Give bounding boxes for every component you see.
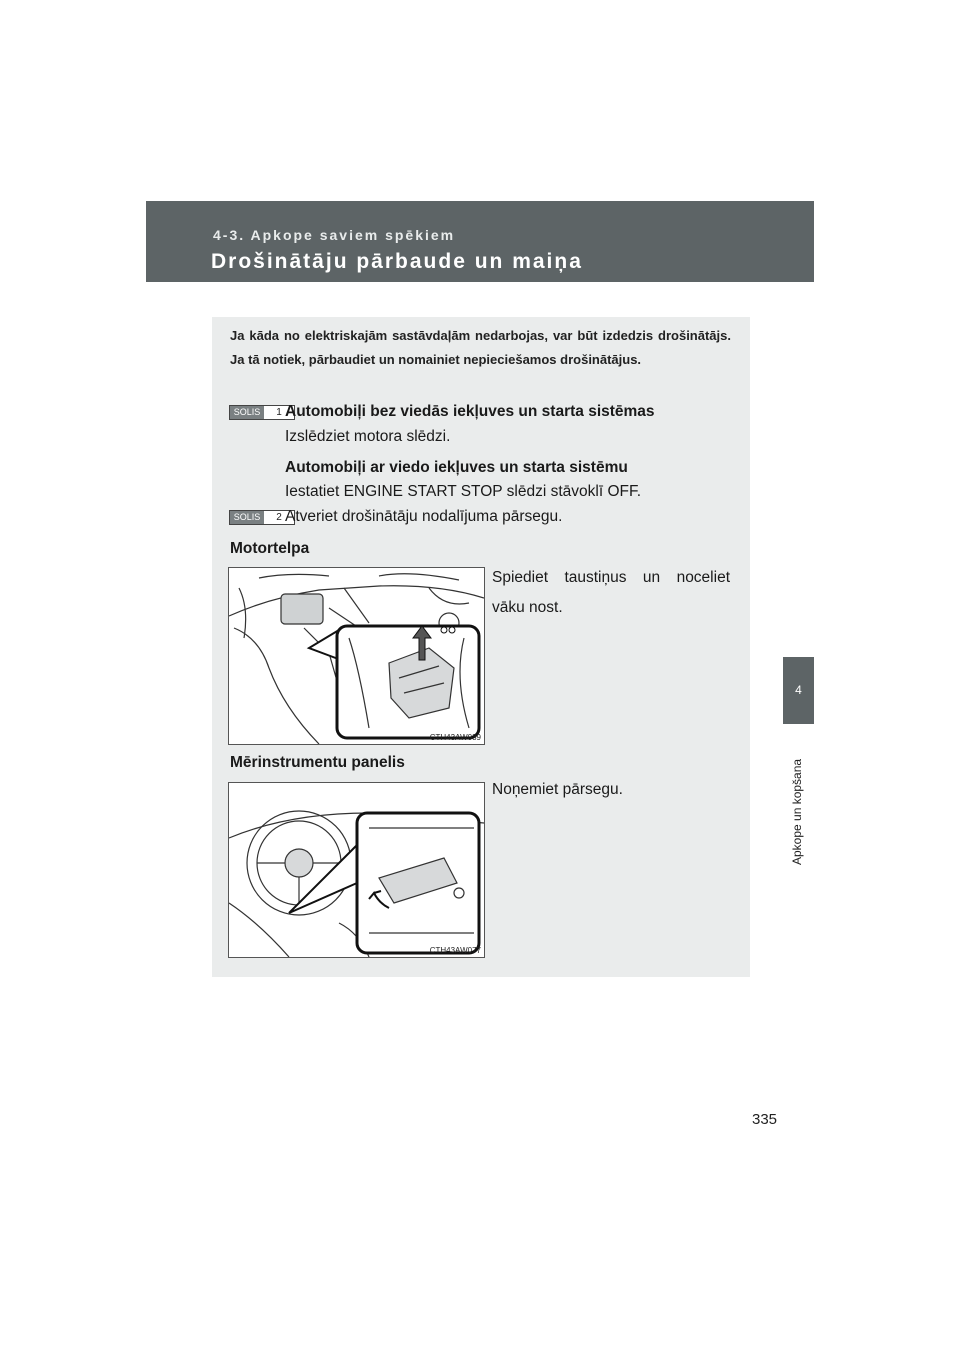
chapter-title: Apkope un kopšana [790, 758, 804, 865]
instrument-panel-fuse-cover-illustration [228, 782, 485, 958]
engine-bay-drawing [229, 568, 484, 744]
step-2-text: Atveriet drošinātāju nodalījuma pārsegu. [285, 508, 563, 525]
step-1-text-b: Iestatiet ENGINE START STOP slēdzi stāvoklī OFF. [285, 483, 642, 500]
step-badge-word: SOLIS [230, 511, 264, 524]
section-heading-instrument-panel: Mērinstrumentu panelis [230, 754, 405, 771]
page-title: Drošinātāju pārbaude un maiņa [211, 250, 583, 273]
figure-code: CTH43AW039 [429, 733, 481, 742]
engine-fuse-box-illustration [228, 567, 485, 745]
section-instruction-engine: Spiediet taustiņus un noceliet vāku nost. [492, 569, 730, 616]
chapter-number: 4 [795, 683, 802, 697]
step-badge-number: 2 [276, 512, 282, 523]
section-label: 4-3. Apkope saviem spēkiem [213, 227, 456, 243]
step-badge-number: 1 [276, 407, 282, 418]
step-1-heading-a: Automobiļi bez viedās iekļuves un starta sistēmas [285, 403, 655, 420]
instrument-panel-drawing [229, 783, 484, 957]
page-number: 335 [752, 1111, 778, 1128]
content-panel [212, 317, 750, 977]
step-badge-word: SOLIS [230, 406, 264, 419]
intro-text: Ja kāda no elektriskajām sastāvdaļām nedarbojas, var būt izdedzis drošinātājs. Ja tā notiek, pārbaudiet un nomainiet nepieciešamos drošinātājus. [230, 328, 731, 367]
section-heading-engine: Motortelpa [230, 540, 310, 557]
step-1-heading-b: Automobiļi ar viedo iekļuves un starta sistēmu [285, 459, 628, 476]
step-1-text-a: Izslēdziet motora slēdzi. [285, 428, 451, 445]
figure-code: CTH43AW077 [429, 946, 481, 955]
chapter-tab[interactable] [783, 657, 814, 724]
chapter-header [146, 201, 814, 282]
section-instruction-instrument-panel: Noņemiet pārsegu. [492, 781, 623, 798]
